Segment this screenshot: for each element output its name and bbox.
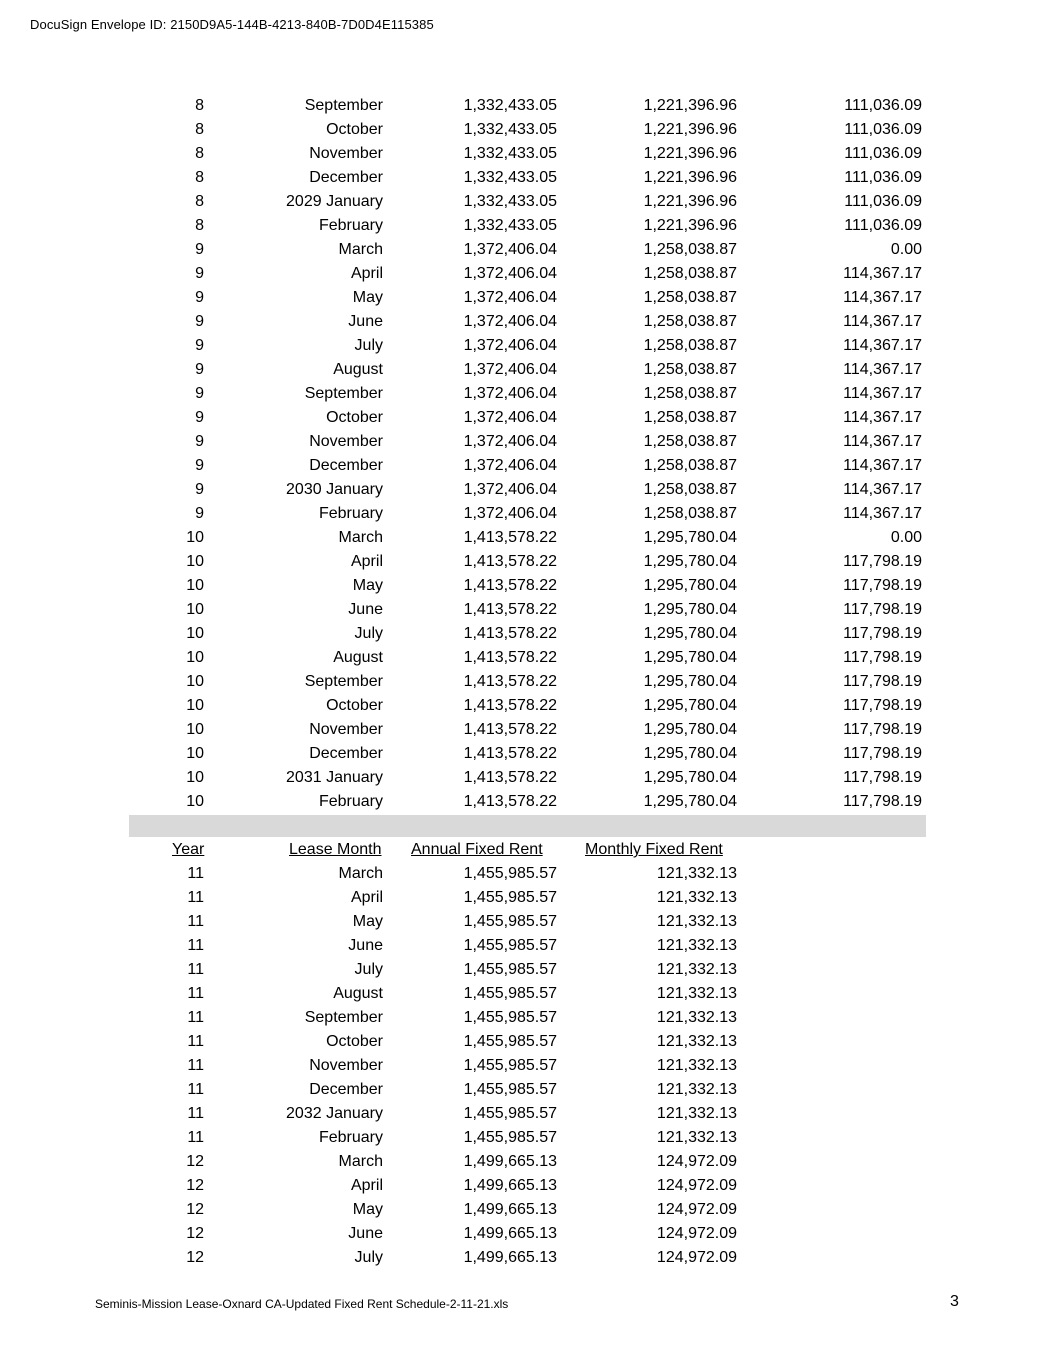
monthly-rent-cell: 114,367.17 (843, 409, 922, 426)
monthly-fixed-rent-cell: 124,972.09 (656, 1249, 737, 1266)
monthly-rent-cell: 0.00 (890, 241, 922, 258)
table-row (0, 286, 1055, 310)
rent-value-cell: 1,295,780.04 (643, 553, 737, 570)
annual-fixed-rent-cell: 1,499,665.13 (463, 1153, 557, 1170)
monthly-rent-cell: 117,798.19 (843, 649, 922, 666)
table-row (0, 790, 1055, 814)
monthly-rent-cell: 114,367.17 (843, 385, 922, 402)
lease-month-cell: March (338, 865, 383, 882)
monthly-fixed-rent-cell: 121,332.13 (656, 937, 737, 954)
lease-month-cell: October (326, 409, 383, 426)
lease-month-cell: September (304, 97, 383, 114)
monthly-rent-cell: 114,367.17 (843, 505, 922, 522)
table-row (0, 238, 1055, 262)
table-row (0, 502, 1055, 526)
monthly-fixed-rent-cell: 124,972.09 (656, 1201, 737, 1218)
lease-month-cell: 2029 January (286, 193, 383, 210)
monthly-fixed-rent-cell: 124,972.09 (656, 1153, 737, 1170)
table-row (0, 670, 1055, 694)
lease-month-cell: June (348, 601, 383, 618)
rent-value-cell: 1,258,038.87 (643, 457, 737, 474)
table-row (0, 766, 1055, 790)
rent-value-cell: 1,295,780.04 (643, 625, 737, 642)
table-row (0, 478, 1055, 502)
annual-rent-cell: 1,332,433.05 (463, 193, 557, 210)
annual-rent-cell: 1,372,406.04 (463, 361, 557, 378)
lease-month-cell: December (309, 457, 383, 474)
lease-month-cell: May (352, 577, 383, 594)
year-cell: 10 (186, 577, 204, 594)
lease-month-cell: September (304, 385, 383, 402)
year-cell: 9 (195, 313, 204, 330)
lease-month-cell: October (326, 121, 383, 138)
lease-month-cell: July (354, 1249, 383, 1266)
monthly-rent-cell: 117,798.19 (843, 625, 922, 642)
year-cell: 11 (187, 913, 204, 930)
annual-rent-cell: 1,372,406.04 (463, 289, 557, 306)
year-cell: 12 (186, 1249, 204, 1266)
year-cell: 10 (186, 673, 204, 690)
page-number: 3 (950, 1293, 959, 1310)
monthly-fixed-rent-cell: 124,972.09 (656, 1225, 737, 1242)
monthly-fixed-rent-cell: 121,332.13 (656, 889, 737, 906)
annual-fixed-rent-cell: 1,455,985.57 (463, 865, 557, 882)
lease-month-cell: June (348, 937, 383, 954)
lease-month-cell: November (309, 1057, 383, 1074)
monthly-fixed-rent-cell: 121,332.13 (656, 1105, 737, 1122)
annual-fixed-rent-cell: 1,455,985.57 (463, 937, 557, 954)
lease-month-cell: February (318, 505, 383, 522)
table-row (0, 694, 1055, 718)
year-cell: 9 (195, 385, 204, 402)
year-cell: 10 (186, 697, 204, 714)
rent-value-cell: 1,221,396.96 (643, 97, 737, 114)
year-cell: 11 (187, 961, 204, 978)
table-row (0, 1126, 1055, 1150)
annual-fixed-rent-cell: 1,499,665.13 (463, 1249, 557, 1266)
rent-value-cell: 1,258,038.87 (643, 505, 737, 522)
year-cell: 12 (186, 1177, 204, 1194)
table-row (0, 742, 1055, 766)
monthly-rent-cell: 114,367.17 (843, 361, 922, 378)
lease-month-cell: October (326, 1033, 383, 1050)
monthly-rent-cell: 111,036.09 (844, 97, 922, 114)
table-row (0, 382, 1055, 406)
year-cell: 11 (187, 1081, 204, 1098)
lease-month-cell: May (352, 913, 383, 930)
rent-value-cell: 1,258,038.87 (643, 313, 737, 330)
header-lease-month: Lease Month (289, 841, 382, 858)
annual-rent-cell: 1,332,433.05 (463, 121, 557, 138)
table-row (0, 454, 1055, 478)
annual-rent-cell: 1,413,578.22 (463, 745, 557, 762)
monthly-rent-cell: 111,036.09 (844, 145, 922, 162)
year-cell: 12 (186, 1153, 204, 1170)
rent-value-cell: 1,258,038.87 (643, 265, 737, 282)
year-cell: 10 (186, 745, 204, 762)
table-row (0, 550, 1055, 574)
lease-month-cell: November (309, 721, 383, 738)
lease-month-cell: December (309, 1081, 383, 1098)
monthly-fixed-rent-cell: 121,332.13 (656, 961, 737, 978)
monthly-rent-cell: 111,036.09 (844, 121, 922, 138)
header-monthly-fixed-rent: Monthly Fixed Rent (585, 841, 723, 858)
year-cell: 8 (195, 145, 204, 162)
year-cell: 9 (195, 241, 204, 258)
table-row (0, 718, 1055, 742)
rent-value-cell: 1,258,038.87 (643, 433, 737, 450)
annual-rent-cell: 1,372,406.04 (463, 265, 557, 282)
year-cell: 11 (187, 937, 204, 954)
monthly-rent-cell: 117,798.19 (843, 769, 922, 786)
annual-fixed-rent-cell: 1,455,985.57 (463, 1129, 557, 1146)
rent-value-cell: 1,221,396.96 (643, 193, 737, 210)
rent-value-cell: 1,258,038.87 (643, 385, 737, 402)
lease-month-cell: July (354, 625, 383, 642)
annual-rent-cell: 1,413,578.22 (463, 769, 557, 786)
rent-value-cell: 1,258,038.87 (643, 337, 737, 354)
annual-rent-cell: 1,372,406.04 (463, 313, 557, 330)
table-row (0, 118, 1055, 142)
monthly-rent-cell: 114,367.17 (843, 289, 922, 306)
year-cell: 10 (186, 769, 204, 786)
annual-fixed-rent-cell: 1,455,985.57 (463, 889, 557, 906)
year-cell: 10 (186, 625, 204, 642)
rent-value-cell: 1,295,780.04 (643, 673, 737, 690)
table-row (0, 1198, 1055, 1222)
annual-rent-cell: 1,413,578.22 (463, 553, 557, 570)
year-cell: 12 (186, 1201, 204, 1218)
annual-fixed-rent-cell: 1,455,985.57 (463, 1057, 557, 1074)
lease-month-cell: March (338, 241, 383, 258)
monthly-rent-cell: 117,798.19 (843, 601, 922, 618)
monthly-rent-cell: 114,367.17 (843, 337, 922, 354)
rent-value-cell: 1,221,396.96 (643, 145, 737, 162)
annual-rent-cell: 1,413,578.22 (463, 721, 557, 738)
monthly-rent-cell: 111,036.09 (844, 169, 922, 186)
monthly-fixed-rent-cell: 121,332.13 (656, 1129, 737, 1146)
annual-fixed-rent-cell: 1,499,665.13 (463, 1177, 557, 1194)
monthly-rent-cell: 117,798.19 (843, 697, 922, 714)
annual-rent-cell: 1,372,406.04 (463, 505, 557, 522)
monthly-fixed-rent-cell: 121,332.13 (656, 913, 737, 930)
year-cell: 9 (195, 481, 204, 498)
monthly-fixed-rent-cell: 121,332.13 (656, 865, 737, 882)
lease-month-cell: October (326, 697, 383, 714)
table-row (0, 982, 1055, 1006)
table-row (0, 1246, 1055, 1270)
annual-rent-cell: 1,372,406.04 (463, 433, 557, 450)
year-cell: 8 (195, 169, 204, 186)
annual-rent-cell: 1,413,578.22 (463, 529, 557, 546)
rent-value-cell: 1,258,038.87 (643, 241, 737, 258)
monthly-fixed-rent-cell: 121,332.13 (656, 1081, 737, 1098)
year-cell: 10 (186, 721, 204, 738)
header-year: Year (172, 841, 205, 858)
table-row (0, 1078, 1055, 1102)
lease-month-cell: November (309, 433, 383, 450)
table-row (0, 1150, 1055, 1174)
lease-month-cell: 2030 January (286, 481, 383, 498)
annual-rent-cell: 1,413,578.22 (463, 601, 557, 618)
annual-rent-cell: 1,372,406.04 (463, 385, 557, 402)
lease-month-cell: May (352, 289, 383, 306)
rent-value-cell: 1,295,780.04 (643, 601, 737, 618)
lease-month-cell: August (333, 985, 383, 1002)
annual-rent-cell: 1,413,578.22 (463, 697, 557, 714)
lease-month-cell: March (338, 1153, 383, 1170)
monthly-fixed-rent-cell: 121,332.13 (656, 1009, 737, 1026)
annual-rent-cell: 1,372,406.04 (463, 337, 557, 354)
table-row (0, 958, 1055, 982)
table-row (0, 910, 1055, 934)
rent-value-cell: 1,295,780.04 (643, 769, 737, 786)
table-row (0, 214, 1055, 238)
annual-rent-cell: 1,413,578.22 (463, 625, 557, 642)
rent-value-cell: 1,295,780.04 (643, 721, 737, 738)
annual-fixed-rent-cell: 1,455,985.57 (463, 1009, 557, 1026)
lease-month-cell: 2032 January (286, 1105, 383, 1122)
table-row (0, 598, 1055, 622)
annual-fixed-rent-cell: 1,455,985.57 (463, 1033, 557, 1050)
monthly-fixed-rent-cell: 124,972.09 (656, 1177, 737, 1194)
year-cell: 9 (195, 505, 204, 522)
rent-value-cell: 1,258,038.87 (643, 481, 737, 498)
docusign-envelope-id: DocuSign Envelope ID: 2150D9A5-144B-4213-840B-7D0D4E115385 (30, 17, 434, 32)
annual-rent-cell: 1,332,433.05 (463, 217, 557, 234)
annual-fixed-rent-cell: 1,455,985.57 (463, 913, 557, 930)
rent-value-cell: 1,258,038.87 (643, 361, 737, 378)
year-cell: 10 (186, 649, 204, 666)
year-cell: 11 (187, 1033, 204, 1050)
year-cell: 11 (187, 865, 204, 882)
annual-rent-cell: 1,332,433.05 (463, 145, 557, 162)
table-row (0, 1102, 1055, 1126)
monthly-rent-cell: 117,798.19 (843, 673, 922, 690)
lease-month-cell: June (348, 1225, 383, 1242)
rent-value-cell: 1,295,780.04 (643, 745, 737, 762)
table-row (0, 166, 1055, 190)
table-row (0, 574, 1055, 598)
monthly-rent-cell: 0.00 (890, 529, 922, 546)
lease-month-cell: March (338, 529, 383, 546)
lease-month-cell: April (350, 1177, 383, 1194)
lease-month-cell: December (309, 169, 383, 186)
year-cell: 9 (195, 457, 204, 474)
table-row (0, 190, 1055, 214)
annual-fixed-rent-cell: 1,499,665.13 (463, 1201, 557, 1218)
year-cell: 9 (195, 289, 204, 306)
monthly-rent-cell: 114,367.17 (843, 265, 922, 282)
table-row (0, 1006, 1055, 1030)
lease-month-cell: November (309, 145, 383, 162)
table-row (0, 1030, 1055, 1054)
lease-month-cell: 2031 January (286, 769, 383, 786)
lease-month-cell: February (318, 1129, 383, 1146)
monthly-rent-cell: 114,367.17 (843, 481, 922, 498)
table-row (0, 526, 1055, 550)
annual-rent-cell: 1,413,578.22 (463, 673, 557, 690)
year-cell: 10 (186, 553, 204, 570)
table-row (0, 262, 1055, 286)
year-cell: 10 (186, 529, 204, 546)
table-row (0, 94, 1055, 118)
lease-month-cell: August (333, 361, 383, 378)
monthly-rent-cell: 117,798.19 (843, 577, 922, 594)
lease-month-cell: April (350, 889, 383, 906)
year-cell: 9 (195, 409, 204, 426)
monthly-rent-cell: 117,798.19 (843, 793, 922, 810)
lease-month-cell: June (348, 313, 383, 330)
table-row (0, 862, 1055, 886)
lease-month-cell: April (350, 265, 383, 282)
annual-fixed-rent-cell: 1,455,985.57 (463, 1081, 557, 1098)
rent-value-cell: 1,221,396.96 (643, 217, 737, 234)
rent-value-cell: 1,295,780.04 (643, 529, 737, 546)
monthly-rent-cell: 114,367.17 (843, 457, 922, 474)
lease-month-cell: August (333, 649, 383, 666)
monthly-fixed-rent-cell: 121,332.13 (656, 985, 737, 1002)
table-row (0, 886, 1055, 910)
year-cell: 9 (195, 337, 204, 354)
table-row (0, 334, 1055, 358)
table-row (0, 310, 1055, 334)
year-cell: 8 (195, 97, 204, 114)
year-cell: 9 (195, 433, 204, 450)
monthly-rent-cell: 117,798.19 (843, 745, 922, 762)
table-row (0, 1054, 1055, 1078)
rent-value-cell: 1,295,780.04 (643, 649, 737, 666)
annual-rent-cell: 1,413,578.22 (463, 793, 557, 810)
year-cell: 10 (186, 793, 204, 810)
table-row (0, 142, 1055, 166)
lease-month-cell: December (309, 745, 383, 762)
monthly-rent-cell: 117,798.19 (843, 721, 922, 738)
table-row (0, 622, 1055, 646)
rent-value-cell: 1,221,396.96 (643, 121, 737, 138)
annual-fixed-rent-cell: 1,455,985.57 (463, 1105, 557, 1122)
annual-rent-cell: 1,413,578.22 (463, 649, 557, 666)
year-cell: 11 (187, 1057, 204, 1074)
monthly-fixed-rent-cell: 121,332.13 (656, 1057, 737, 1074)
year-cell: 8 (195, 193, 204, 210)
year-cell: 10 (186, 601, 204, 618)
table-row (0, 646, 1055, 670)
annual-rent-cell: 1,332,433.05 (463, 169, 557, 186)
table-row (0, 358, 1055, 382)
annual-fixed-rent-cell: 1,455,985.57 (463, 985, 557, 1002)
annual-fixed-rent-cell: 1,455,985.57 (463, 961, 557, 978)
monthly-rent-cell: 111,036.09 (844, 193, 922, 210)
lease-month-cell: February (318, 793, 383, 810)
monthly-rent-cell: 114,367.17 (843, 313, 922, 330)
year-cell: 11 (187, 889, 204, 906)
table-row (0, 430, 1055, 454)
lease-month-cell: July (354, 337, 383, 354)
lease-month-cell: February (318, 217, 383, 234)
rent-value-cell: 1,258,038.87 (643, 409, 737, 426)
table-row (0, 934, 1055, 958)
table-row (0, 1222, 1055, 1246)
year-cell: 11 (187, 1129, 204, 1146)
table-row (0, 406, 1055, 430)
rent-value-cell: 1,295,780.04 (643, 697, 737, 714)
annual-rent-cell: 1,372,406.04 (463, 481, 557, 498)
monthly-fixed-rent-cell: 121,332.13 (656, 1033, 737, 1050)
year-cell: 9 (195, 361, 204, 378)
year-cell: 9 (195, 265, 204, 282)
rent-value-cell: 1,221,396.96 (643, 169, 737, 186)
lease-month-cell: September (304, 1009, 383, 1026)
year-cell: 11 (187, 1009, 204, 1026)
table-row (0, 1174, 1055, 1198)
year-cell: 8 (195, 121, 204, 138)
annual-rent-cell: 1,413,578.22 (463, 577, 557, 594)
annual-rent-cell: 1,372,406.04 (463, 241, 557, 258)
header-annual-fixed-rent: Annual Fixed Rent (411, 841, 543, 858)
year-cell: 11 (187, 1105, 204, 1122)
annual-rent-cell: 1,332,433.05 (463, 97, 557, 114)
annual-rent-cell: 1,372,406.04 (463, 409, 557, 426)
annual-rent-cell: 1,372,406.04 (463, 457, 557, 474)
monthly-rent-cell: 114,367.17 (843, 433, 922, 450)
lease-month-cell: May (352, 1201, 383, 1218)
rent-value-cell: 1,295,780.04 (643, 577, 737, 594)
lease-month-cell: April (350, 553, 383, 570)
lease-month-cell: September (304, 673, 383, 690)
footer-filename: Seminis-Mission Lease-Oxnard CA-Updated Fixed Rent Schedule-2-11-21.xls (95, 1297, 509, 1311)
rent-value-cell: 1,258,038.87 (643, 289, 737, 306)
lease-month-cell: July (354, 961, 383, 978)
year-cell: 12 (186, 1225, 204, 1242)
year-cell: 8 (195, 217, 204, 234)
rent-value-cell: 1,295,780.04 (643, 793, 737, 810)
table-separator-band (129, 815, 926, 837)
monthly-rent-cell: 117,798.19 (843, 553, 922, 570)
year-cell: 11 (187, 985, 204, 1002)
monthly-rent-cell: 111,036.09 (844, 217, 922, 234)
annual-fixed-rent-cell: 1,499,665.13 (463, 1225, 557, 1242)
